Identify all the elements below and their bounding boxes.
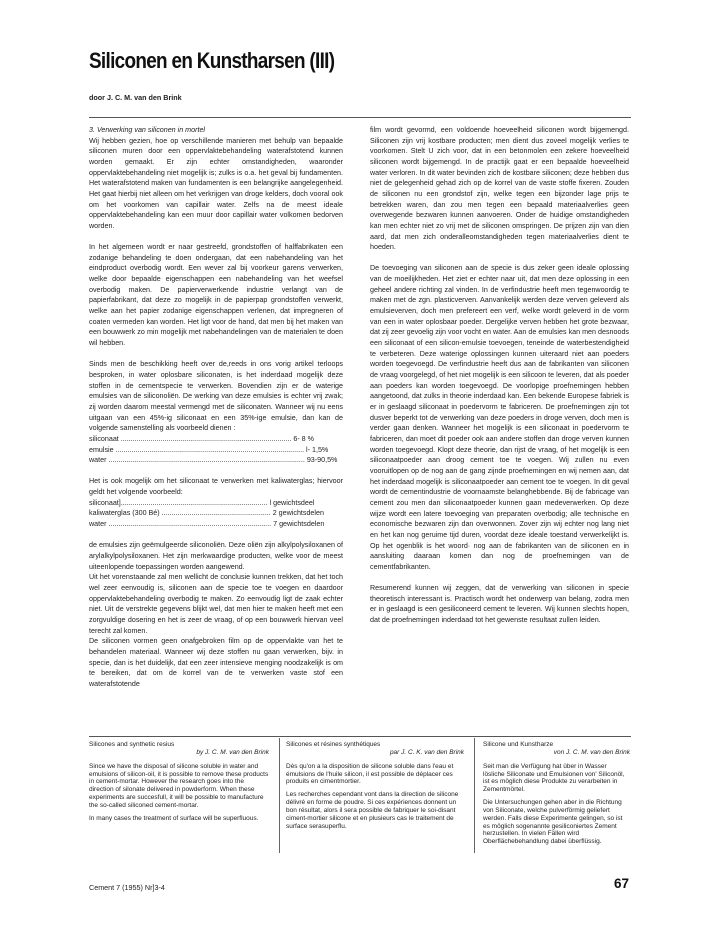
- summary-english: [89, 741, 269, 828]
- summary-paragraph: Die Untersuchungen gehen aber in die Richtung von Siliconate, welche pulverförmig geliefert werden. Falls diese Experimente gelingen, so ist es möglich sogenannte gesiliconiertes Zement herzustellen. In vielen Fällen wird Oberflächebehandlung dabei überflüssig.: [483, 799, 623, 846]
- summary-paragraph: Les recherches cependant vont dans la direction de silicone délivré en forme de poudre. Si ces expériences donnent un bon résultat, alors il sera possible de fabriquer le soi-disant ciment-mortier silicone et en plusieurs cas le traitement de surface serasuperflu.: [286, 791, 459, 830]
- section-heading: 3. Verwerking van siliconen in mortel: [89, 126, 206, 134]
- list-item: water .................................................................................. 7 gewichtsdelen: [89, 520, 325, 529]
- list-item: kaliwaterglas (300 Bé) ....................................................... 2 gewichtsdelen: [89, 509, 324, 518]
- right-column: [370, 125, 629, 626]
- mixture-list: [89, 498, 343, 530]
- paragraph: Resumerend kunnen wij zeggen, dat de verwerking van siliconen in specie theoretisch interessant is. Practisch wordt het onderwerp van belang, zodra men er in geslaagd is een gesiliconeerd cement te leveren. Wij kunnen slechts hopen, dat de proefnemingen inderdaad tot het gewenste resultaat zullen leiden.: [370, 584, 629, 625]
- summary-paragraph: In many cases the treatment of surface will be superfluous.: [89, 814, 259, 822]
- column-divider: [279, 738, 280, 853]
- summary-paragraph: Seit man die Verfügung hat über in Wasser lösliche Siliconate und Emulsionen von' Siliconöl, ist es möglich diese Produkte zu verarbeiten in Zementmörtel.: [483, 762, 625, 794]
- paragraph: De toevoeging van siliconen aan de specie is dus zeker geen ideale oplossing van de moeilijkheden. Het ziet er echter naar uit, dat men deze oplossing in een geheel andere richting zal vinden. In de verfindustrie heeft men tegenwoordig te maken met de zgn. plasticverven. Aanvankelijk werden deze verven geleverd als emulsieverven, doch men prefereert een verf, welke wordt geleverd in de vorm van een in water oplosbaar poeder. Dergelijke verven hebben het grote bezwaar, dat zij zeer gevoelig zijn voor vocht en water. Aan de emulsies kan men desnoods een siliconaat of een silicon-emulsie toevoegen, teneinde de waterbestendigheid te verbeteren. Deze waterige oplossingen kunnen uiteraard niet aan poeders worden toegevoegd. De verfindustrie heeft dus aan de fabrikanten van siliconen de vraag voorgelegd, of het niet mogelijk is een silicoon te leveren, dat als poeder aan poeders kan worden toegevoegd. De voorlopige proefnemingen hebben aangetoond, dat zulks in theorie inderdaad kan. Een bekende Europese fabriek is er in geslaagd siliconaat in poedervorm te fabriceren. De proefnemingen zijn tot dusver beperkt tot de verwerking van deze poeders in droge verven, doch men is verder gaan denken. Wanneer het mogelijk is een siliconaat in poedervorm te fabriceren, dan moet dit poeder ook aan andere stoffen dan droge verven kunnen worden toegevoegd. Klopt deze theorie, dan rijst de vraag, of het mogelijk is een siliconaatpoeder aan droog cement toe te voegen. Wij zullen nu even vooruitlopen op de nog aan de gang zijnde proefnemingen en wij nemen aan, dat het inderdaad mogelijk is siliconaatpoeder aan cement toe te voegen. In dit geval wordt de cementindustrie de voornaamste belanghebbende. Bij de fabricage van cement zou men dan siliconaatpoeder kunnen gaan medeverwerken. Op deze wijze wordt een latere toevoeging van preparaten overbodig; alle technische en economische bezwaren zijn dan overwonnen. Zover zijn wij echter nog lang niet en het kan nog geruime tijd duren, voordat deze ideale toestand verwerkelijkt is. Op het ogenblik is het woord· nog aan de fabrikanten van de siliconen en in aansluiting daaraan komen dan nog de proefnemingen van de cementfabrikanten.: [370, 264, 629, 571]
- paragraph: Het is ook mogelijk om het siliconaat te verwerken met kaliwaterglas; hiervoor geldt het volgende voorbeeld:: [89, 477, 343, 497]
- summary-byline: von J. C. M. van den Brink: [553, 748, 630, 756]
- summary-title: Silicone und Kunstharze: [483, 741, 554, 748]
- summary-paragraph: Since we have the disposal of silicone soluble in water and emulsions of silicon-oil, it is possible to remove these products in cement-mortar. However the research goes into the direction of silonate delivered in powderform. When these experiments are succesfull, it will be possible to manufacture the so-called siliconed cement-mortar.: [89, 762, 269, 809]
- column-divider: [474, 738, 475, 853]
- paragraph: Sinds men de beschikking heeft over de,reeds in ons vorig artikel terloops besproken, in water oplosbare siliconaten, is het inderdaad mogelijk deze stoffen in de cementspecie te verwerken. Bovendien zijn er de waterige emulsies van de siliconoliën. De werking van deze emulsies is echter vrij zwak; zij worden daarom meestal vermengd met de siliconaten. Wanneer wij nu eens uitgaan van een 45%-ig siliconaat en een 35%-ige emulsie, dan kan de volgende samenstelling als voorbeeld dienen :: [89, 360, 343, 433]
- summary-paragraph: Dès qu'on a la disposition de silicone soluble dans l'eau et émulsions de l'huile silicon, il est possible de déplacer ces produits en cimentmortier.: [286, 762, 454, 786]
- paragraph: Uit het vorenstaande zal men wellicht de conclusie kunnen trekken, dat het toch wel zeer eenvoudig is, siliconen aan de specie toe te voegen en daardoor oppervlaktebehandeling overbodig te maken. Zo eenvoudig ligt de zaak echter niet. Uit de verstrekte gegevens blijkt wel, dat men hier te maken heeft met een zorgvuldige dosering en het is zeer de vraag, of op een bouwwerk hiervan veel terecht zal komen.: [89, 573, 343, 635]
- list-item: siliconaat].......................................................................... l gewichtsdeel: [89, 498, 315, 507]
- list-item: emulsie ............................................................................................... l- 1,5%: [89, 445, 329, 454]
- left-column: [89, 125, 343, 690]
- mixture-list: [89, 434, 343, 466]
- paragraph: Wij hebben gezien, hoe op verschillende manieren met behulp van bepaalde siliconen muren door een oppervlaktebehandeling waterafstotend kunnen worden gemaakt. Er zijn echter omstandigheden, waaronder oppervlaktebehandeling niet mogelijk is; zulks is o.a. het geval bij fundamenten. Het waterafstotend maken van fundamenten is een belangrijke aangelegenheid. Het gaat hierbij niet alleen om het verkrijgen van droge kelders, doch vooral ook om het voorkomen van capillair water. Zelfs na de meest ideale oppervlaktebehandeling kan een muur door capillair water volkomen bedorven worden.: [89, 136, 343, 230]
- article-title: Siliconen en Kunstharsen (III): [89, 48, 335, 73]
- paragraph: In het algemeen wordt er naar gestreefd, grondstoffen of halffabrikaten een zodanige behandeling te doen ondergaan, dat een nabehandeling van het eindproduct overbodig wordt. Een wever zal bij voorkeur garens verwerken, welke door bepaalde eigenschappen een nabehandeling van het weefsel overbodig maken. De papierverwerkende industrie verlangt van de papierfabrikant, dat deze zo mogelijk in de papierpap grondstoffen verwerkt, welke aan het papier zodanige eigenschappen verlenen, dat impregneren of coaten vermeden kan worden. Het ligt voor de hand, dat men bij het maken van een bouwwerk zo min mogelijk met nabehandelingen van de materialen te doen wil hebben.: [89, 243, 343, 348]
- summary-title: Silicones et résines synthétiques: [286, 741, 381, 748]
- summary-byline: by J. C. M. van den Brink: [196, 748, 269, 756]
- summary-german: [483, 741, 630, 851]
- summary-divider: [89, 736, 631, 737]
- paragraph: film wordt gevormd, een voldoende hoeveelheid siliconen wordt bijgemengd. Siliconen zijn vrij kostbare producten; men dient dus zoveel mogelijk verlies te voorkomen. Stelt U zich voor, dat in een betonmolen een zekere hoeveelheid siliconen wordt bijgemengd. In de practijk gaat er een bepaalde hoeveelheid water verloren. In dit water bevinden zich de kostbare siliconen; deze hebben dus niet de gelegenheid gehad zich op de korrel van de vaste stoffe fixeren. Zouden de siliconen nu een grondstof zijn, welke tegen een bijzonder lage prijs te betrekken waren, dan zou men tegen een bepaald materiaalverlies geen overwegende bezwaren kunnen aanvoeren. Onder de huidige omstandigheden kan men echter niet zo vrij met de siliconen omspringen. De prijzen zijn van dien aard, dat men zich onderalleomstandigheden tegen materiaalverlies dient te hoeden.: [370, 126, 629, 252]
- summary-french: [286, 741, 464, 835]
- paragraph: de emulsies zijn geëmulgeerde siliconoliën. Deze oliën zijn alkylpolysiloxanen of arylalkylpolysiloxanen. Het zijn merkwaardige producten, welke voor de meest uiteenlopende toepassingen worden aangewend.: [89, 541, 343, 571]
- summary-title: Silicones and synthetic resius: [89, 741, 175, 748]
- page-number: 67: [614, 876, 630, 891]
- list-item: water ................................................................................................... 93-90,5%: [89, 456, 338, 465]
- summary-byline: par J. C. K. van den Brink: [389, 748, 464, 756]
- header-divider: [89, 117, 631, 118]
- footer-source: Cement 7 (1955) Nr]3-4: [89, 883, 165, 892]
- article-author: door J. C. M. van den Brink: [89, 93, 182, 102]
- list-item: siliconaat ...................................................................................... 6- 8 %: [89, 434, 314, 443]
- paragraph: De siliconen vormen geen onafgebroken film op de oppervlakte van het te behandelen materiaal. Wanneer wij deze stoffen nu gaan verwerken, bijv. in specie, dan is het duidelijk, dat een zeer intensieve menging noodzakelijk is om te bereiken, dat om de korrel van de te verwerken vaste stof een waterafstotende: [89, 637, 343, 688]
